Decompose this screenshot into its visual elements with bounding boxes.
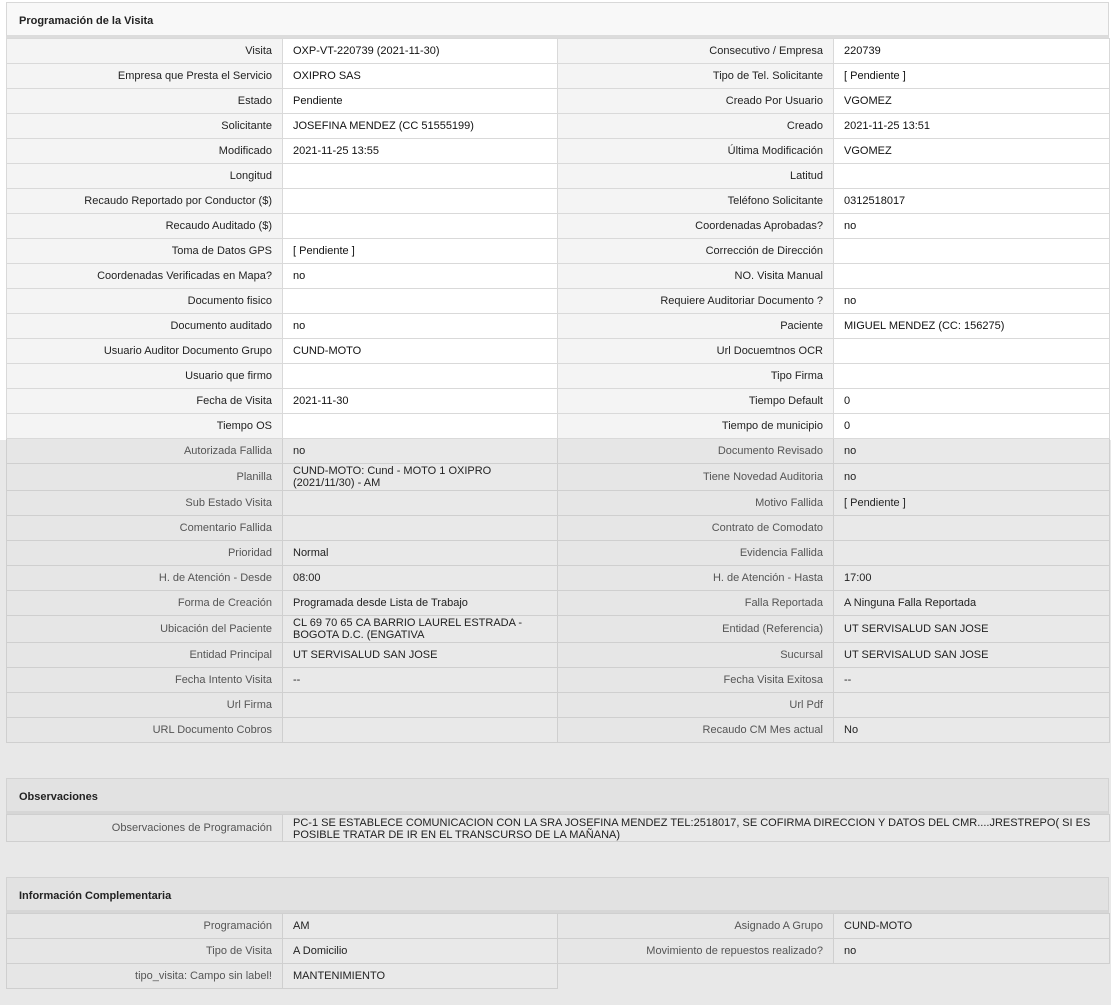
field-value: 0 xyxy=(834,389,1110,414)
field-label: Solicitante xyxy=(7,114,283,139)
field-value: no xyxy=(834,439,1110,464)
field-label: Url Pdf xyxy=(558,693,834,718)
field-label: Estado xyxy=(7,89,283,114)
field-label: Entidad (Referencia) xyxy=(558,616,834,643)
table-row xyxy=(7,214,1110,239)
field-value: MIGUEL MENDEZ (CC: 156275) xyxy=(834,314,1110,339)
field-value xyxy=(834,264,1110,289)
field-value xyxy=(283,289,558,314)
table-row xyxy=(7,64,1110,89)
table-row xyxy=(7,541,1110,566)
field-value: 2021-11-25 13:55 xyxy=(283,139,558,164)
table-row xyxy=(7,364,1110,389)
field-label: Fecha Intento Visita xyxy=(7,668,283,693)
table-row xyxy=(7,591,1110,616)
field-value: A Domicilio xyxy=(283,939,558,964)
table-row xyxy=(7,339,1110,364)
field-value: no xyxy=(283,264,558,289)
programacion-section xyxy=(6,2,1109,743)
field-value: 2021-11-25 13:51 xyxy=(834,114,1110,139)
field-value xyxy=(283,364,558,389)
empty-cell xyxy=(558,964,1110,989)
table-row xyxy=(7,289,1110,314)
table-row xyxy=(7,414,1110,439)
field-value xyxy=(283,516,558,541)
field-label: Tiempo Default xyxy=(558,389,834,414)
field-label: Fecha Visita Exitosa xyxy=(558,668,834,693)
field-label: Coordenadas Aprobadas? xyxy=(558,214,834,239)
field-label: Entidad Principal xyxy=(7,643,283,668)
table-row xyxy=(7,566,1110,591)
table-row xyxy=(7,693,1110,718)
field-value: UT SERVISALUD SAN JOSE xyxy=(283,643,558,668)
table-row xyxy=(7,643,1110,668)
field-value xyxy=(834,164,1110,189)
field-label: Consecutivo / Empresa xyxy=(558,39,834,64)
field-value: -- xyxy=(283,668,558,693)
table-row xyxy=(7,314,1110,339)
table-row xyxy=(7,239,1110,264)
info-complementaria-header: Información Complementaria xyxy=(6,877,1109,913)
field-label: URL Documento Cobros xyxy=(7,718,283,743)
field-value xyxy=(834,364,1110,389)
field-value: OXP-VT-220739 (2021-11-30) xyxy=(283,39,558,64)
table-row xyxy=(7,264,1110,289)
field-label: Tipo de Visita xyxy=(7,939,283,964)
field-label: Corrección de Dirección xyxy=(558,239,834,264)
field-label: Creado Por Usuario xyxy=(558,89,834,114)
field-value: JOSEFINA MENDEZ (CC 51555199) xyxy=(283,114,558,139)
field-label: Tiene Novedad Auditoria xyxy=(558,464,834,491)
info-complementaria-table xyxy=(6,913,1110,989)
field-label: Tipo de Tel. Solicitante xyxy=(558,64,834,89)
info-complementaria-section xyxy=(6,877,1109,989)
field-label: Requiere Auditoriar Documento ? xyxy=(558,289,834,314)
field-value: no xyxy=(834,289,1110,314)
table-row xyxy=(7,389,1110,414)
field-value: 08:00 xyxy=(283,566,558,591)
field-label: Paciente xyxy=(558,314,834,339)
table-row xyxy=(7,491,1110,516)
table-row xyxy=(7,516,1110,541)
field-label: Documento Revisado xyxy=(558,439,834,464)
field-value xyxy=(834,516,1110,541)
field-value xyxy=(283,189,558,214)
field-label: Visita xyxy=(7,39,283,64)
field-label: Modificado xyxy=(7,139,283,164)
field-value xyxy=(834,339,1110,364)
field-label: Motivo Fallida xyxy=(558,491,834,516)
field-label: Programación xyxy=(7,914,283,939)
field-value: [ Pendiente ] xyxy=(834,491,1110,516)
field-label: Url Docuemtnos OCR xyxy=(558,339,834,364)
field-label: Sucursal xyxy=(558,643,834,668)
field-label: Documento auditado xyxy=(7,314,283,339)
table-row xyxy=(7,89,1110,114)
field-label: Evidencia Fallida xyxy=(558,541,834,566)
field-value: AM xyxy=(283,914,558,939)
field-label: Url Firma xyxy=(7,693,283,718)
field-label: Movimiento de repuestos realizado? xyxy=(558,939,834,964)
table-row xyxy=(7,114,1110,139)
field-value: Normal xyxy=(283,541,558,566)
field-value: VGOMEZ xyxy=(834,89,1110,114)
table-row xyxy=(7,939,1110,964)
table-row xyxy=(7,139,1110,164)
field-value: no xyxy=(283,314,558,339)
field-label: Tiempo de municipio xyxy=(558,414,834,439)
field-label: Última Modificación xyxy=(558,139,834,164)
table-row xyxy=(7,964,1110,989)
field-label: Autorizada Fallida xyxy=(7,439,283,464)
field-label: NO. Visita Manual xyxy=(558,264,834,289)
table-row xyxy=(7,189,1110,214)
field-value: Pendiente xyxy=(283,89,558,114)
field-label: Documento fisico xyxy=(7,289,283,314)
field-label: Forma de Creación xyxy=(7,591,283,616)
table-row xyxy=(7,39,1110,64)
field-value: 17:00 xyxy=(834,566,1110,591)
field-label: Empresa que Presta el Servicio xyxy=(7,64,283,89)
field-label: H. de Atención - Hasta xyxy=(558,566,834,591)
field-label: Sub Estado Visita xyxy=(7,491,283,516)
field-value xyxy=(283,164,558,189)
field-label: Usuario que firmo xyxy=(7,364,283,389)
table-row xyxy=(7,464,1110,491)
field-value xyxy=(834,693,1110,718)
field-label: Coordenadas Verificadas en Mapa? xyxy=(7,264,283,289)
observaciones-value: PC-1 SE ESTABLECE COMUNICACION CON LA SRA JOSEFINA MENDEZ TEL:2518017, SE COFIRMA DIRECCION Y DATOS DEL CMR....JRESTREPO( SI ES POSIBLE TRATAR DE IR EN EL TRANSCURSO DE LA MAÑANA) xyxy=(283,815,1110,842)
field-value: no xyxy=(834,939,1110,964)
field-value: UT SERVISALUD SAN JOSE xyxy=(834,616,1110,643)
programacion-header: Programación de la Visita xyxy=(6,2,1109,38)
field-label: Falla Reportada xyxy=(558,591,834,616)
table-row xyxy=(7,439,1110,464)
field-value xyxy=(283,491,558,516)
field-value: -- xyxy=(834,668,1110,693)
field-value: A Ninguna Falla Reportada xyxy=(834,591,1110,616)
field-label: Longitud xyxy=(7,164,283,189)
field-value xyxy=(283,414,558,439)
field-label: Planilla xyxy=(7,464,283,491)
field-value: [ Pendiente ] xyxy=(283,239,558,264)
field-value: CUND-MOTO xyxy=(283,339,558,364)
field-value: 0312518017 xyxy=(834,189,1110,214)
field-value: VGOMEZ xyxy=(834,139,1110,164)
field-label: Observaciones de Programación xyxy=(7,815,283,842)
table-row xyxy=(7,164,1110,189)
field-label: Tipo Firma xyxy=(558,364,834,389)
field-label: Teléfono Solicitante xyxy=(558,189,834,214)
field-label: Prioridad xyxy=(7,541,283,566)
field-label: Recaudo Auditado ($) xyxy=(7,214,283,239)
field-label: Asignado A Grupo xyxy=(558,914,834,939)
observaciones-header: Observaciones xyxy=(6,778,1109,814)
field-label: Latitud xyxy=(558,164,834,189)
field-label: Contrato de Comodato xyxy=(558,516,834,541)
field-value: OXIPRO SAS xyxy=(283,64,558,89)
field-value xyxy=(283,718,558,743)
field-value: CL 69 70 65 CA BARRIO LAUREL ESTRADA - BOGOTA D.C. (ENGATIVA xyxy=(283,616,558,643)
field-label: Fecha de Visita xyxy=(7,389,283,414)
field-value xyxy=(834,541,1110,566)
field-label: Creado xyxy=(558,114,834,139)
field-label: Recaudo CM Mes actual xyxy=(558,718,834,743)
observaciones-table xyxy=(6,814,1110,842)
field-value: 0 xyxy=(834,414,1110,439)
field-value: MANTENIMIENTO xyxy=(283,964,558,989)
field-value: no xyxy=(834,214,1110,239)
field-value: CUND-MOTO: Cund - MOTO 1 OXIPRO (2021/11/30) - AM xyxy=(283,464,558,491)
field-value: Programada desde Lista de Trabajo xyxy=(283,591,558,616)
table-row xyxy=(7,718,1110,743)
field-label: H. de Atención - Desde xyxy=(7,566,283,591)
observaciones-section xyxy=(6,778,1109,842)
programacion-table xyxy=(6,38,1110,743)
field-value: No xyxy=(834,718,1110,743)
field-value: 2021-11-30 xyxy=(283,389,558,414)
field-label: Usuario Auditor Documento Grupo xyxy=(7,339,283,364)
field-value: [ Pendiente ] xyxy=(834,64,1110,89)
field-label: tipo_visita: Campo sin label! xyxy=(7,964,283,989)
table-row xyxy=(7,914,1110,939)
field-value xyxy=(283,214,558,239)
table-row xyxy=(7,616,1110,643)
field-value xyxy=(834,239,1110,264)
field-label: Comentario Fallida xyxy=(7,516,283,541)
field-label: Toma de Datos GPS xyxy=(7,239,283,264)
table-row xyxy=(7,815,1110,842)
field-label: Recaudo Reportado por Conductor ($) xyxy=(7,189,283,214)
field-value: 220739 xyxy=(834,39,1110,64)
field-value: no xyxy=(283,439,558,464)
field-value: UT SERVISALUD SAN JOSE xyxy=(834,643,1110,668)
field-value: CUND-MOTO xyxy=(834,914,1110,939)
field-value: no xyxy=(834,464,1110,491)
field-label: Tiempo OS xyxy=(7,414,283,439)
field-label: Ubicación del Paciente xyxy=(7,616,283,643)
field-value xyxy=(283,693,558,718)
table-row xyxy=(7,668,1110,693)
